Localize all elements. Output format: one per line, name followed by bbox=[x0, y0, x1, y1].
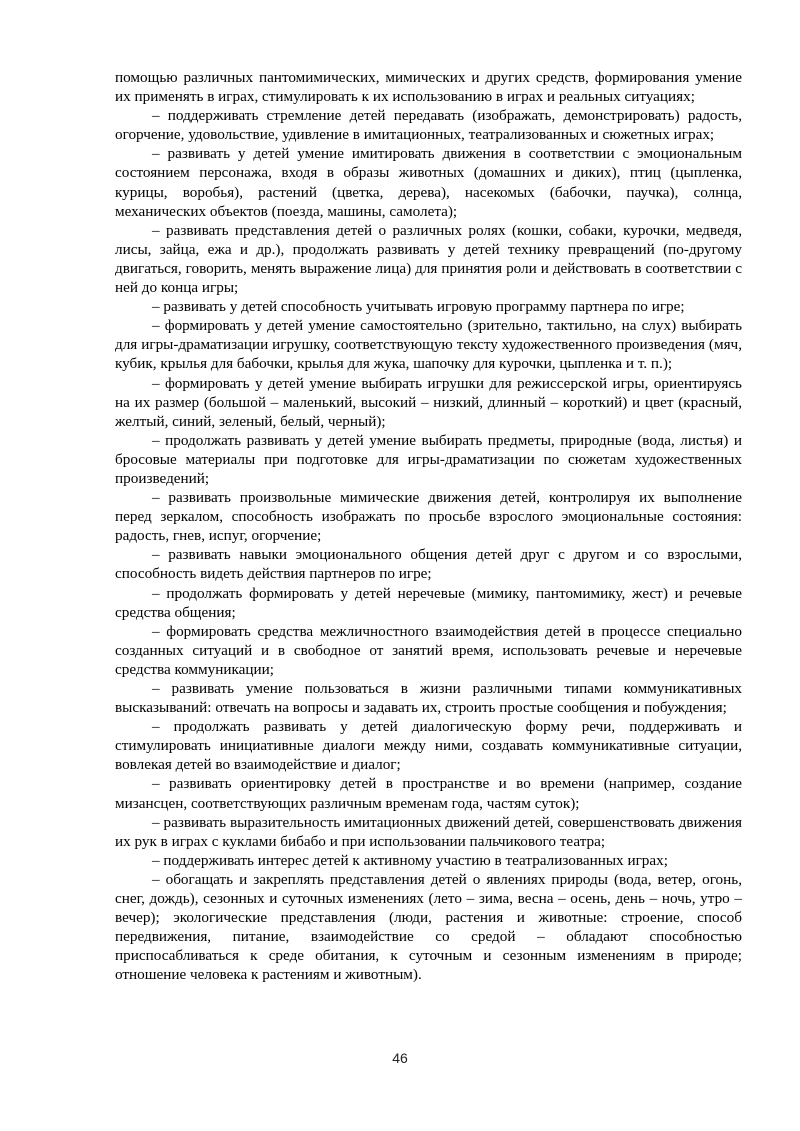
paragraph-continuation: помощью различных пантомимических, мимических и других средств, формирования умение их применять в играх, стимулировать к их использованию в играх и реальных ситуациях; bbox=[115, 69, 742, 106]
list-item-paragraph: – развивать произвольные мимические движения детей, контролируя их выполнение перед зеркалом, способность изображать по просьбе взрослого эмоциональные состояния: радость, гнев, испуг, огорчение; bbox=[115, 489, 742, 545]
list-item-paragraph: – развивать навыки эмоционального общения детей друг с другом и со взрослыми, способность видеть действия партнеров по игре; bbox=[115, 546, 742, 583]
list-item-paragraph: – продолжать развивать у детей диалогическую форму речи, поддерживать и стимулировать инициативные диалоги между ними, создавать коммуникативные ситуации, вовлекая детей во взаимодействие и диалог; bbox=[115, 718, 742, 774]
list-item-paragraph: – продолжать развивать у детей умение выбирать предметы, природные (вода, листья) и бросовые материалы при подготовке для игры-драматизации по сюжетам художественных произведений; bbox=[115, 431, 742, 487]
list-item-paragraph: – развивать представления детей о различных ролях (кошки, собаки, курочки, медведя, лисы, зайца, ежа и др.), продолжать развивать у детей технику превращений (по-другому двигаться, говорить, менять выражение лица) для принятия роли и действовать в соответствии с ней до конца игры; bbox=[115, 221, 742, 297]
list-item-paragraph: – формировать средства межличностного взаимодействия детей в процессе специально созданных ситуаций и в свободное от занятий время, использовать речевые и неречевые средства коммуникации; bbox=[115, 622, 742, 678]
list-item-paragraph: – формировать у детей умение выбирать игрушки для режиссерской игры, ориентируясь на их размер (большой – маленький, высокий – низкий, длинный – короткий) и цвет (красный, желтый, синий, зеленый, белый, черный); bbox=[115, 374, 742, 430]
list-item-paragraph: – поддерживать интерес детей к активному участию в театрализованных играх; bbox=[152, 851, 668, 869]
list-item-paragraph: – развивать ориентировку детей в пространстве и во времени (например, создание мизансцен, соответствующих различным временам года, частям суток); bbox=[115, 775, 742, 812]
list-item-paragraph: – развивать умение пользоваться в жизни различными типами коммуникативных высказываний: отвечать на вопросы и задавать их, строить простые сообщения и побуждения; bbox=[115, 680, 742, 717]
page-number: 46 bbox=[392, 1050, 408, 1066]
list-item-paragraph: – продолжать формировать у детей неречевые (мимику, пантомимику, жест) и речевые средства общения; bbox=[115, 584, 742, 621]
list-item-paragraph: – развивать выразительность имитационных движений детей, совершенствовать движения их рук в играх с куклами бибабо и при использовании пальчикового театра; bbox=[115, 813, 742, 850]
list-item-paragraph: – поддерживать стремление детей передавать (изображать, демонстрировать) радость, огорчение, удовольствие, удивление в имитационных, театрализованных и сюжетных играх; bbox=[115, 107, 742, 144]
document-page bbox=[115, 68, 742, 985]
list-item-paragraph: – развивать у детей способность учитывать игровую программу партнера по игре; bbox=[152, 298, 685, 316]
list-item-paragraph: – развивать у детей умение имитировать движения в соответствии с эмоциональным состоянием персонажа, входя в образы животных (домашних и диких), птиц (цыпленка, курицы, воробья), растений (цветка, дерева), насекомых (бабочки, паучка), солнца, механических объектов (поезда, машины, самолета); bbox=[115, 145, 742, 220]
list-item-paragraph: – обогащать и закреплять представления детей о явлениях природы (вода, ветер, огонь, снег, дождь), сезонных и суточных изменениях (лето – зима, весна – осень, день – ночь, утро – вечер); экологические представления (люди, растения и животные: строение, способ передвижения, питание, взаимодействие со средой – обладают способностью приспосабливаться к среде обитания, к суточным и сезонным изменениям в природе; отношение человека к растениям и животным). bbox=[115, 870, 742, 984]
list-item-paragraph: – формировать у детей умение самостоятельно (зрительно, тактильно, на слух) выбирать для игры-драматизации игрушку, соответствующую тексту художественного произведения (мяч, кубик, крылья для бабочки, крылья для жука, шапочку для курочки, цыпленка и т. п.); bbox=[115, 317, 742, 373]
